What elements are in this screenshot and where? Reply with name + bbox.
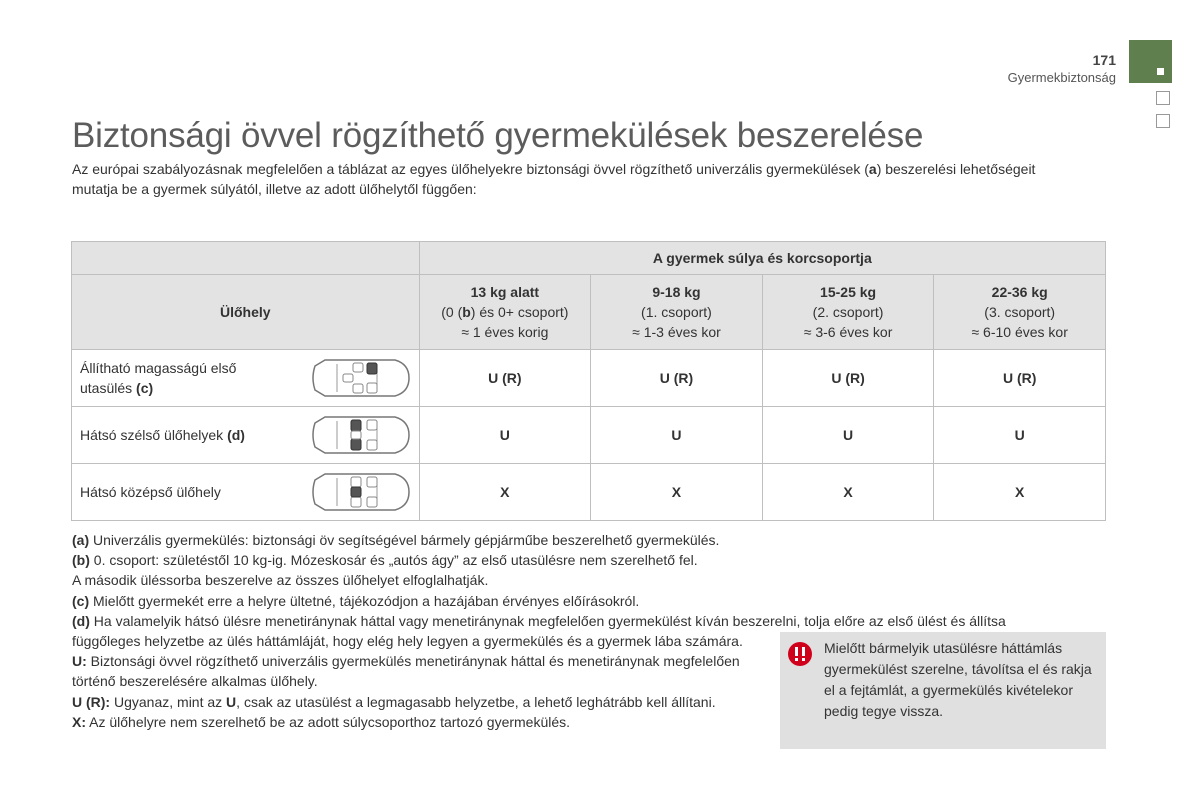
table-cell: U [934,407,1106,464]
group-age: ≈ 3-6 éves kor [803,324,893,340]
group-name: (1. csoport) [641,304,712,320]
group-weight: 15-25 kg [820,284,877,300]
seat-label: Hátsó középső ülőhely [80,484,221,500]
seat-label: Állítható magasságú első utasülés (c) [80,360,237,396]
group-age: ≈ 1-3 éves kor [632,324,721,340]
table-cell: U (R) [591,350,763,407]
table-cell: U [591,407,763,464]
intro-text: ) beszerelési lehetőségeit mutatja be a gyermek súlyától, illetve az adott ülőhelytől függően: [72,161,1036,197]
seat-cell [72,464,420,521]
footnote-d: (d) Ha valamelyik hátsó ülésre menetiránynak háttal vagy menetiránynak megfelelően gyermekülést kíván beszerelni, tolja előre az első ülést és állítsa [72,612,1006,629]
footnote-d-cont: függőleges helyzetbe az ülés háttámláját, hogy elég hely legyen a gyermekülés és a gyermek lába számára. [72,633,743,650]
child-seat-table [71,241,1106,521]
chapter-tab[interactable] [1156,91,1170,105]
car-seat-rear-outer-icon [307,413,413,457]
group-age: ≈ 6-10 éves kor [971,324,1068,340]
intro-paragraph [72,159,1072,199]
table-cell: U [419,407,591,464]
tab-marker-icon [1157,68,1164,75]
group-header-0 [419,275,591,350]
seat-cell [72,407,420,464]
car-seat-rear-center-icon [307,470,413,514]
table-cell: U (R) [934,350,1106,407]
legend-u: U: Biztonsági övvel rögzíthető univerzális gyermekülés menetiránynak háttal és menetiránynak megfelelően történő beszerelésére alkalmas ülőhely. [72,653,740,690]
chapter-tab-active[interactable] [1129,40,1172,83]
legend-x: X: Az ülőhelyre nem szerelhető be az adott súlycsoporthoz tartozó gyermekülés. [72,713,571,730]
group-header-3 [934,275,1106,350]
table-row [72,464,1106,521]
intro-ref: a [868,161,877,177]
table-row [72,350,1106,407]
group-header-1 [591,275,763,350]
group-weight: 9-18 kg [652,284,701,300]
page-number: 171 [1092,52,1116,68]
group-weight: 13 kg alatt [470,284,540,300]
group-name: (2. csoport) [812,304,884,320]
group-name: (0 (b) és 0+ csoport) [441,304,569,320]
footnote-b-line2: A második üléssorba beszerelve az összes ülőhelyet elfoglalhatják. [72,572,489,589]
intro-text: Az európai szabályozásnak megfelelően a táblázat az egyes ülőhelyekre biztonsági övvel rögzíthető univerzális gyermekülések ( [72,161,869,177]
seat-cell [72,350,420,407]
page-title: Biztonsági övvel rögzíthető gyermekülések beszerelése [72,116,924,155]
footnote-a: (a) Univerzális gyermekülés: biztonsági öv segítségével bármely gépjárműbe beszerelhető gyermekülés. [72,532,720,548]
group-age: ≈ 1 éves korig [461,324,549,340]
warning-text: Mielőtt bármelyik utasülésre háttámlás gyermekülést szerelne, távolítsa el és rakja el a fejtámlát, a gyermekülés kivételekor pedig tegye vissza. [824,640,1092,719]
table-row [72,407,1106,464]
table-cell: U (R) [419,350,591,407]
car-seat-front-passenger-icon [307,356,413,400]
group-name: (3. csoport) [984,304,1056,320]
legend-ur: U (R): Ugyanaz, mint az U, csak az utasülést a legmagasabb helyzetbe, a lehető leghátrább kell állítani. [72,693,716,710]
seat-column-header: Ülőhely [72,275,420,350]
group-header-2 [762,275,934,350]
section-name: Gyermekbiztonság [1007,70,1116,85]
table-header-spacer [72,242,420,275]
table-cell: X [762,464,934,521]
table-cell: X [419,464,591,521]
table-cell: X [934,464,1106,521]
footnote-c: (c) Mielőtt gyermekét erre a helyre ültetné, tájékozódjon a hazájában érvényes előírásokról. [72,592,640,609]
table-cell: U (R) [762,350,934,407]
seat-label: Hátsó szélső ülőhelyek (d) [80,427,245,443]
group-weight: 22-36 kg [991,284,1048,300]
weight-group-header: A gyermek súlya és korcsoportja [419,242,1105,275]
table-cell: U [762,407,934,464]
table-cell: X [591,464,763,521]
chapter-tab[interactable] [1156,114,1170,128]
warning-icon [788,642,812,666]
warning-box [780,632,1106,749]
footnote-b: (b) 0. csoport: születéstől 10 kg-ig. Mózeskosár és „autós ágy” az első utasülésre nem szerelhető fel. [72,552,698,569]
